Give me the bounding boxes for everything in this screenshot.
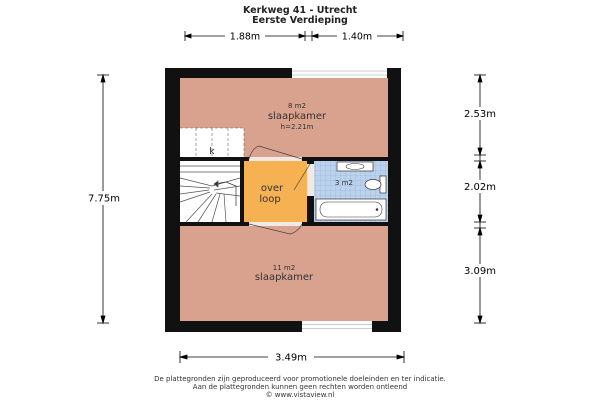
stairs-label: k <box>209 147 215 157</box>
disclaimer-line3: © www.vistaview.nl <box>265 391 335 399</box>
landing-label-line2: loop <box>259 194 281 205</box>
window-top <box>292 68 387 78</box>
dim-height-label: 7.75m <box>87 193 121 205</box>
dim-top-left-label: 1.88m <box>229 31 261 43</box>
sink-icon <box>337 162 373 171</box>
dim-right-middle-label: 2.02m <box>463 182 497 193</box>
dim-right-bottom-label: 3.09m <box>463 266 497 277</box>
disclaimer-line2: Aan de plattegronden kunnen geen rechten worden ontleend <box>192 383 408 391</box>
address-title: Kerkweg 41 - Utrecht <box>242 5 358 16</box>
disclaimer-line1: De plattegronden zijn geproduceerd voor promotionele doeleinden en ter indicatie. <box>154 375 446 383</box>
dim-top-right-label: 1.40m <box>341 31 373 43</box>
bedroom-top-ceiling: h=2.21m <box>280 123 314 131</box>
bedroom-top-name: slaapkamer <box>267 111 327 122</box>
floor-title: Eerste Verdieping <box>252 15 348 26</box>
stairwell-area <box>180 161 240 222</box>
dim-right-top-label: 2.53m <box>463 109 497 120</box>
bedroom-top-area-label: 8 m2 <box>288 102 306 110</box>
wall-stair <box>240 161 244 222</box>
bedroom-bottom-area-label: 11 m2 <box>272 264 296 272</box>
bathtub-icon <box>316 199 386 220</box>
dim-bottom-label: 3.49m <box>274 352 308 364</box>
bedroom-bottom-name: slaapkamer <box>254 272 314 283</box>
window-bottom <box>302 321 372 332</box>
bathroom-area-label: 3 m2 <box>335 179 353 187</box>
landing-label-line1: over <box>260 183 284 194</box>
